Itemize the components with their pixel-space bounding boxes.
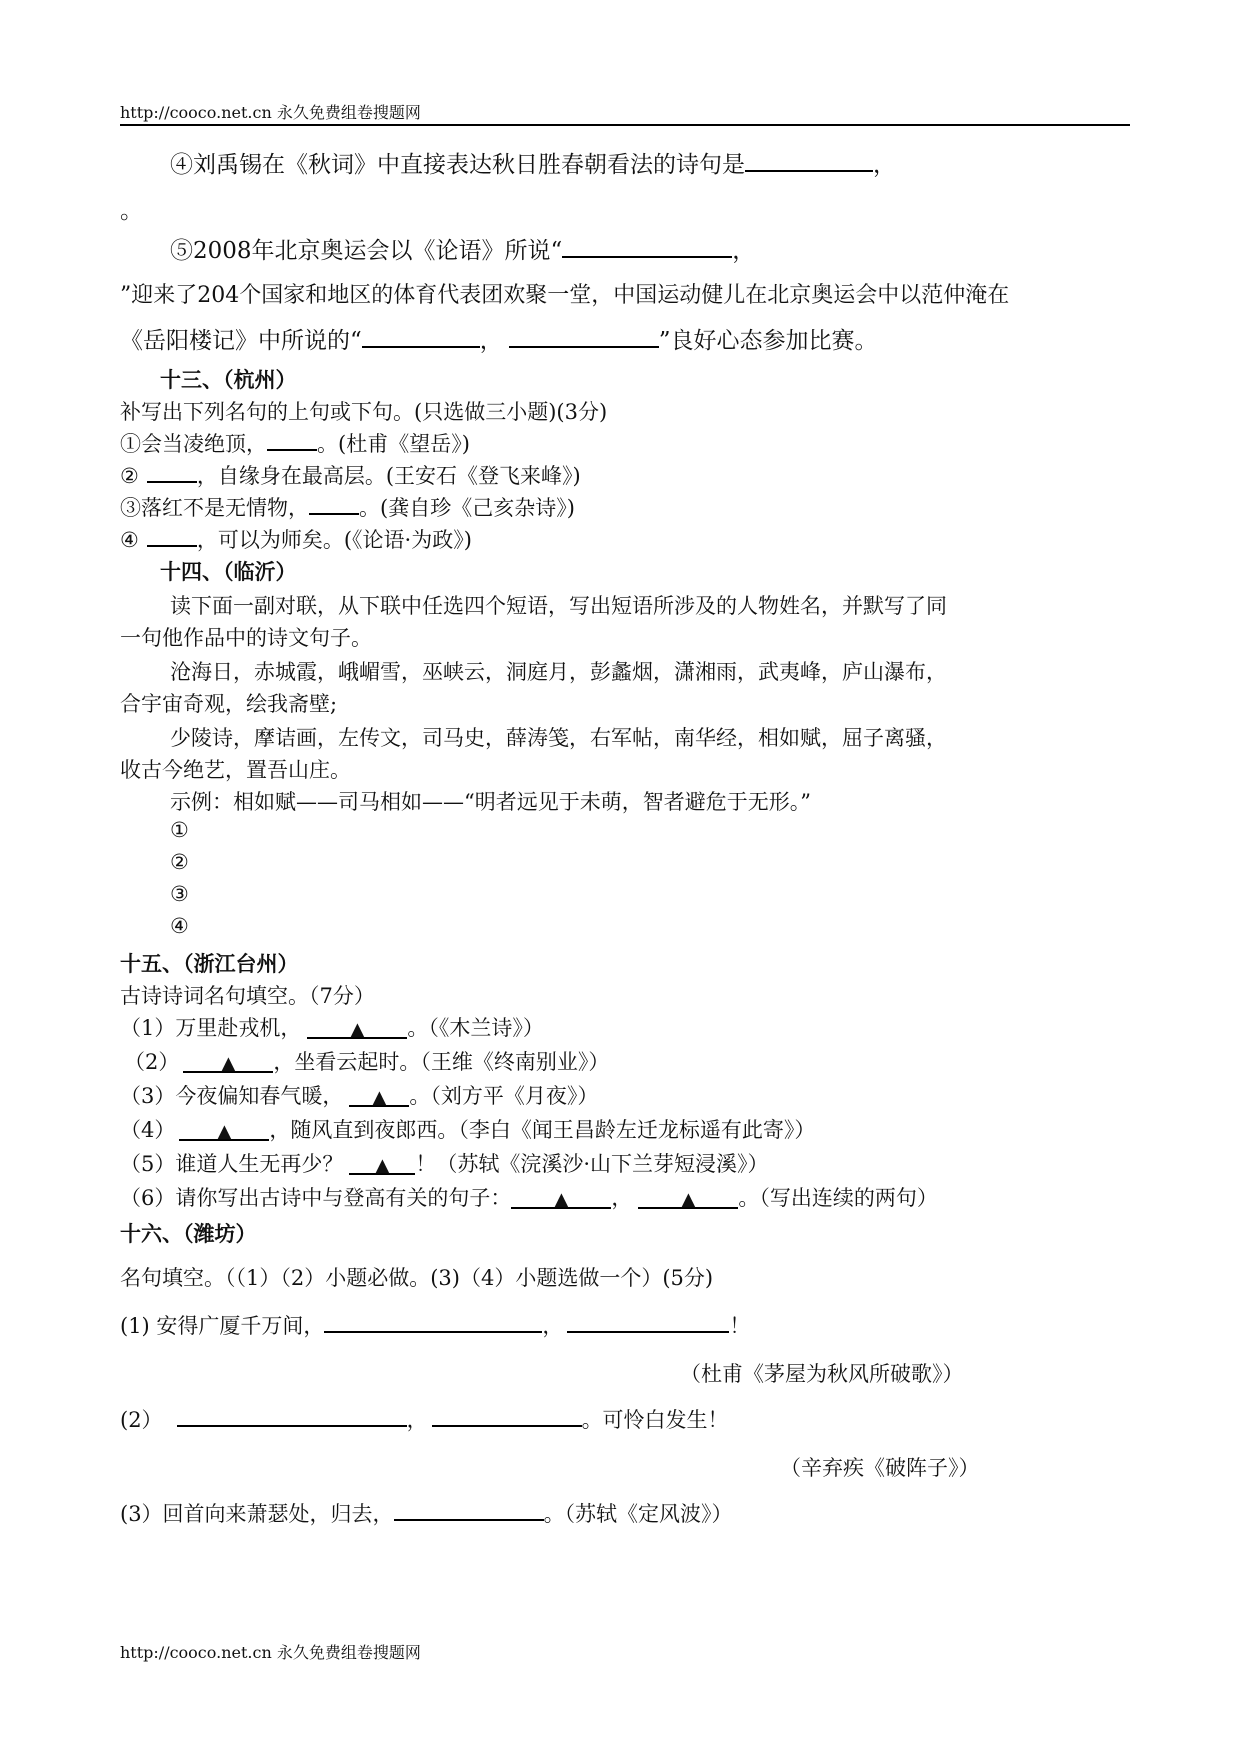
footer-url: http://cooco.net.cn 永久免费组卷搜题网 xyxy=(120,1643,421,1662)
q15-6-comma: ， xyxy=(611,1186,633,1210)
q13-1-b: 。(杜甫《望岳》) xyxy=(317,432,470,456)
q15-5 xyxy=(120,1148,769,1178)
q16-2-comma: ， xyxy=(406,1408,428,1432)
q13-2-a: ② xyxy=(120,464,139,488)
section-heading-14: 十四、（临沂） xyxy=(160,559,297,584)
q12-5-line2: ”迎来了204个国家和地区的体育代表团欢聚一堂，中国运动健儿在北京奥运会中以范仲淹在 xyxy=(120,283,1010,308)
section-heading-16: 十六、（潍坊） xyxy=(120,1221,257,1246)
q12-4 xyxy=(170,146,896,179)
q15-3-b: 。（刘方平《月夜》） xyxy=(409,1084,599,1108)
q16-2-end: 。可怜白发生！ xyxy=(581,1408,729,1432)
answer-blank xyxy=(324,1310,542,1333)
answer-blank xyxy=(745,147,873,172)
q12-5-line3-a: 《岳阳楼记》中所说的“ xyxy=(120,328,362,354)
q15-2 xyxy=(124,1046,609,1076)
q12-5-line3-comma: ， xyxy=(479,328,503,354)
header-url: http://cooco.net.cn 永久免费组卷搜题网 xyxy=(120,103,421,122)
q13-4-a: ④ xyxy=(120,528,139,552)
q13-2-b: ，自缘身在最高层。(王安石《登飞来峰》) xyxy=(196,464,581,488)
q15-3-a: （3）今夜偏知春气暖， xyxy=(120,1084,344,1108)
q15-3 xyxy=(120,1080,598,1110)
answer-blank xyxy=(562,233,732,258)
q15-2-b: ，坐看云起时。（王维《终南别业》） xyxy=(273,1050,610,1074)
couplet-upper-2: 合宇宙奇观，绘我斋壁; xyxy=(120,692,338,716)
answer-blank xyxy=(147,460,197,483)
answer-blank xyxy=(567,1310,729,1333)
answer-item-1: ① xyxy=(170,818,189,842)
couplet-lower-2: 收古今绝艺，置吾山庄。 xyxy=(120,758,351,782)
q12-5-line3-b: ”良好心态参加比赛。 xyxy=(658,328,878,354)
q15-1-b: 。（《木兰诗》） xyxy=(407,1016,544,1040)
q13-4 xyxy=(120,524,472,554)
q16-1-end: ！ xyxy=(729,1314,751,1338)
q13-2 xyxy=(120,460,581,490)
q16-3-end: 。（苏轼《定风波》） xyxy=(543,1502,733,1526)
section-15-instruction: 古诗诗词名句填空。（7分） xyxy=(120,984,375,1008)
q16-3-a: (3）回首向来萧瑟处，归去， xyxy=(120,1502,394,1526)
answer-blank: ▲ xyxy=(349,1155,415,1175)
couplet-lower-1: 少陵诗，摩诘画，左传文，司马史，薛涛笺，右军帖，南华经，相如赋，屈子离骚， xyxy=(170,726,947,750)
q16-1-a: (1) 安得广厦千万间， xyxy=(120,1314,325,1338)
q15-1-a: （1）万里赴戎机， xyxy=(120,1016,302,1040)
answer-blank: ▲ xyxy=(638,1189,738,1209)
section-14-intro-2: 一句他作品中的诗文句子。 xyxy=(120,626,372,650)
answer-blank: ▲ xyxy=(179,1121,269,1141)
header-divider xyxy=(120,124,1130,126)
q13-3-b: 。(龚自珍《己亥杂诗》) xyxy=(359,496,575,520)
answer-blank xyxy=(362,323,480,348)
section-16-instruction: 名句填空。（（1）（2）小题必做。(3)（4）小题选做一个）(5分) xyxy=(120,1266,714,1290)
q15-6-a: （6）请你写出古诗中与登高有关的句子： xyxy=(120,1186,512,1210)
q13-4-b: ，可以为师矣。(《论语·为政》) xyxy=(196,528,472,552)
q13-3 xyxy=(120,492,575,522)
answer-item-2: ② xyxy=(170,850,189,874)
answer-blank: ▲ xyxy=(349,1087,409,1107)
q15-6-b: 。（写出连续的两句） xyxy=(738,1186,938,1210)
answer-blank xyxy=(177,1404,407,1427)
q15-4-b: ，随风直到夜郎西。（李白《闻王昌龄左迁龙标遥有此寄》） xyxy=(269,1118,816,1142)
q12-5 xyxy=(170,232,755,265)
q15-4-a: （4） xyxy=(120,1118,176,1142)
q13-1-a: ①会当凌绝顶， xyxy=(120,432,267,456)
answer-blank: ▲ xyxy=(183,1053,273,1073)
q13-3-a: ③落红不是无情物， xyxy=(120,496,309,520)
q16-1-source: （杜甫《茅屋为秋风所破歌》） xyxy=(680,1362,964,1386)
answer-item-4: ④ xyxy=(170,914,189,938)
answer-blank xyxy=(432,1404,582,1427)
answer-blank: ▲ xyxy=(511,1189,611,1209)
section-heading-15: 十五、（浙江台州） xyxy=(120,951,299,976)
q16-2 xyxy=(120,1404,729,1434)
q15-1 xyxy=(120,1012,544,1042)
q16-3 xyxy=(120,1498,733,1528)
q12-5-text: ⑤2008年北京奥运会以《论语》所说“ xyxy=(170,238,563,264)
answer-blank xyxy=(267,428,317,451)
answer-item-3: ③ xyxy=(170,882,189,906)
section-14-example: 示例：相如赋——司马相如——“明者远见于未萌，智者避危于无形。” xyxy=(170,790,811,814)
answer-blank xyxy=(309,492,359,515)
section-heading-13: 十三、（杭州） xyxy=(160,367,297,392)
q12-5-line3 xyxy=(120,322,878,355)
q15-5-b: ！（苏轼《浣溪沙·山下兰芽短浸溪》） xyxy=(415,1152,769,1176)
q16-2-source: （辛弃疾《破阵子》） xyxy=(780,1456,980,1480)
q16-1-comma: ， xyxy=(542,1314,564,1338)
q15-2-a: （2） xyxy=(124,1050,180,1074)
section-14-intro-1: 读下面一副对联，从下联中任选四个短语，写出短语所涉及的人物姓名，并默写了同 xyxy=(170,594,947,618)
couplet-upper-1: 沧海日，赤城霞，峨嵋雪，巫峡云，洞庭月，彭蠡烟，潇湘雨，武夷峰，庐山瀑布， xyxy=(170,660,947,684)
q12-4-text: ④刘禹锡在《秋词》中直接表达秋日胜春朝看法的诗句是 xyxy=(170,152,745,178)
q15-4 xyxy=(120,1114,815,1144)
answer-blank: ▲ xyxy=(307,1019,407,1039)
q12-5-comma: ， xyxy=(732,238,756,264)
q13-1 xyxy=(120,428,470,458)
q12-4-comma: ， xyxy=(873,152,896,178)
answer-blank xyxy=(147,524,197,547)
q12-4-end: 。 xyxy=(120,198,143,224)
answer-blank xyxy=(509,323,659,348)
q15-6 xyxy=(120,1182,938,1212)
q15-5-a: （5）谁道人生无再少？ xyxy=(120,1152,344,1176)
section-13-instruction: 补写出下列名句的上句或下句。(只选做三小题)(3分) xyxy=(120,400,608,424)
q16-1 xyxy=(120,1310,750,1340)
answer-blank xyxy=(394,1498,544,1521)
q16-2-a: (2） xyxy=(120,1408,163,1432)
